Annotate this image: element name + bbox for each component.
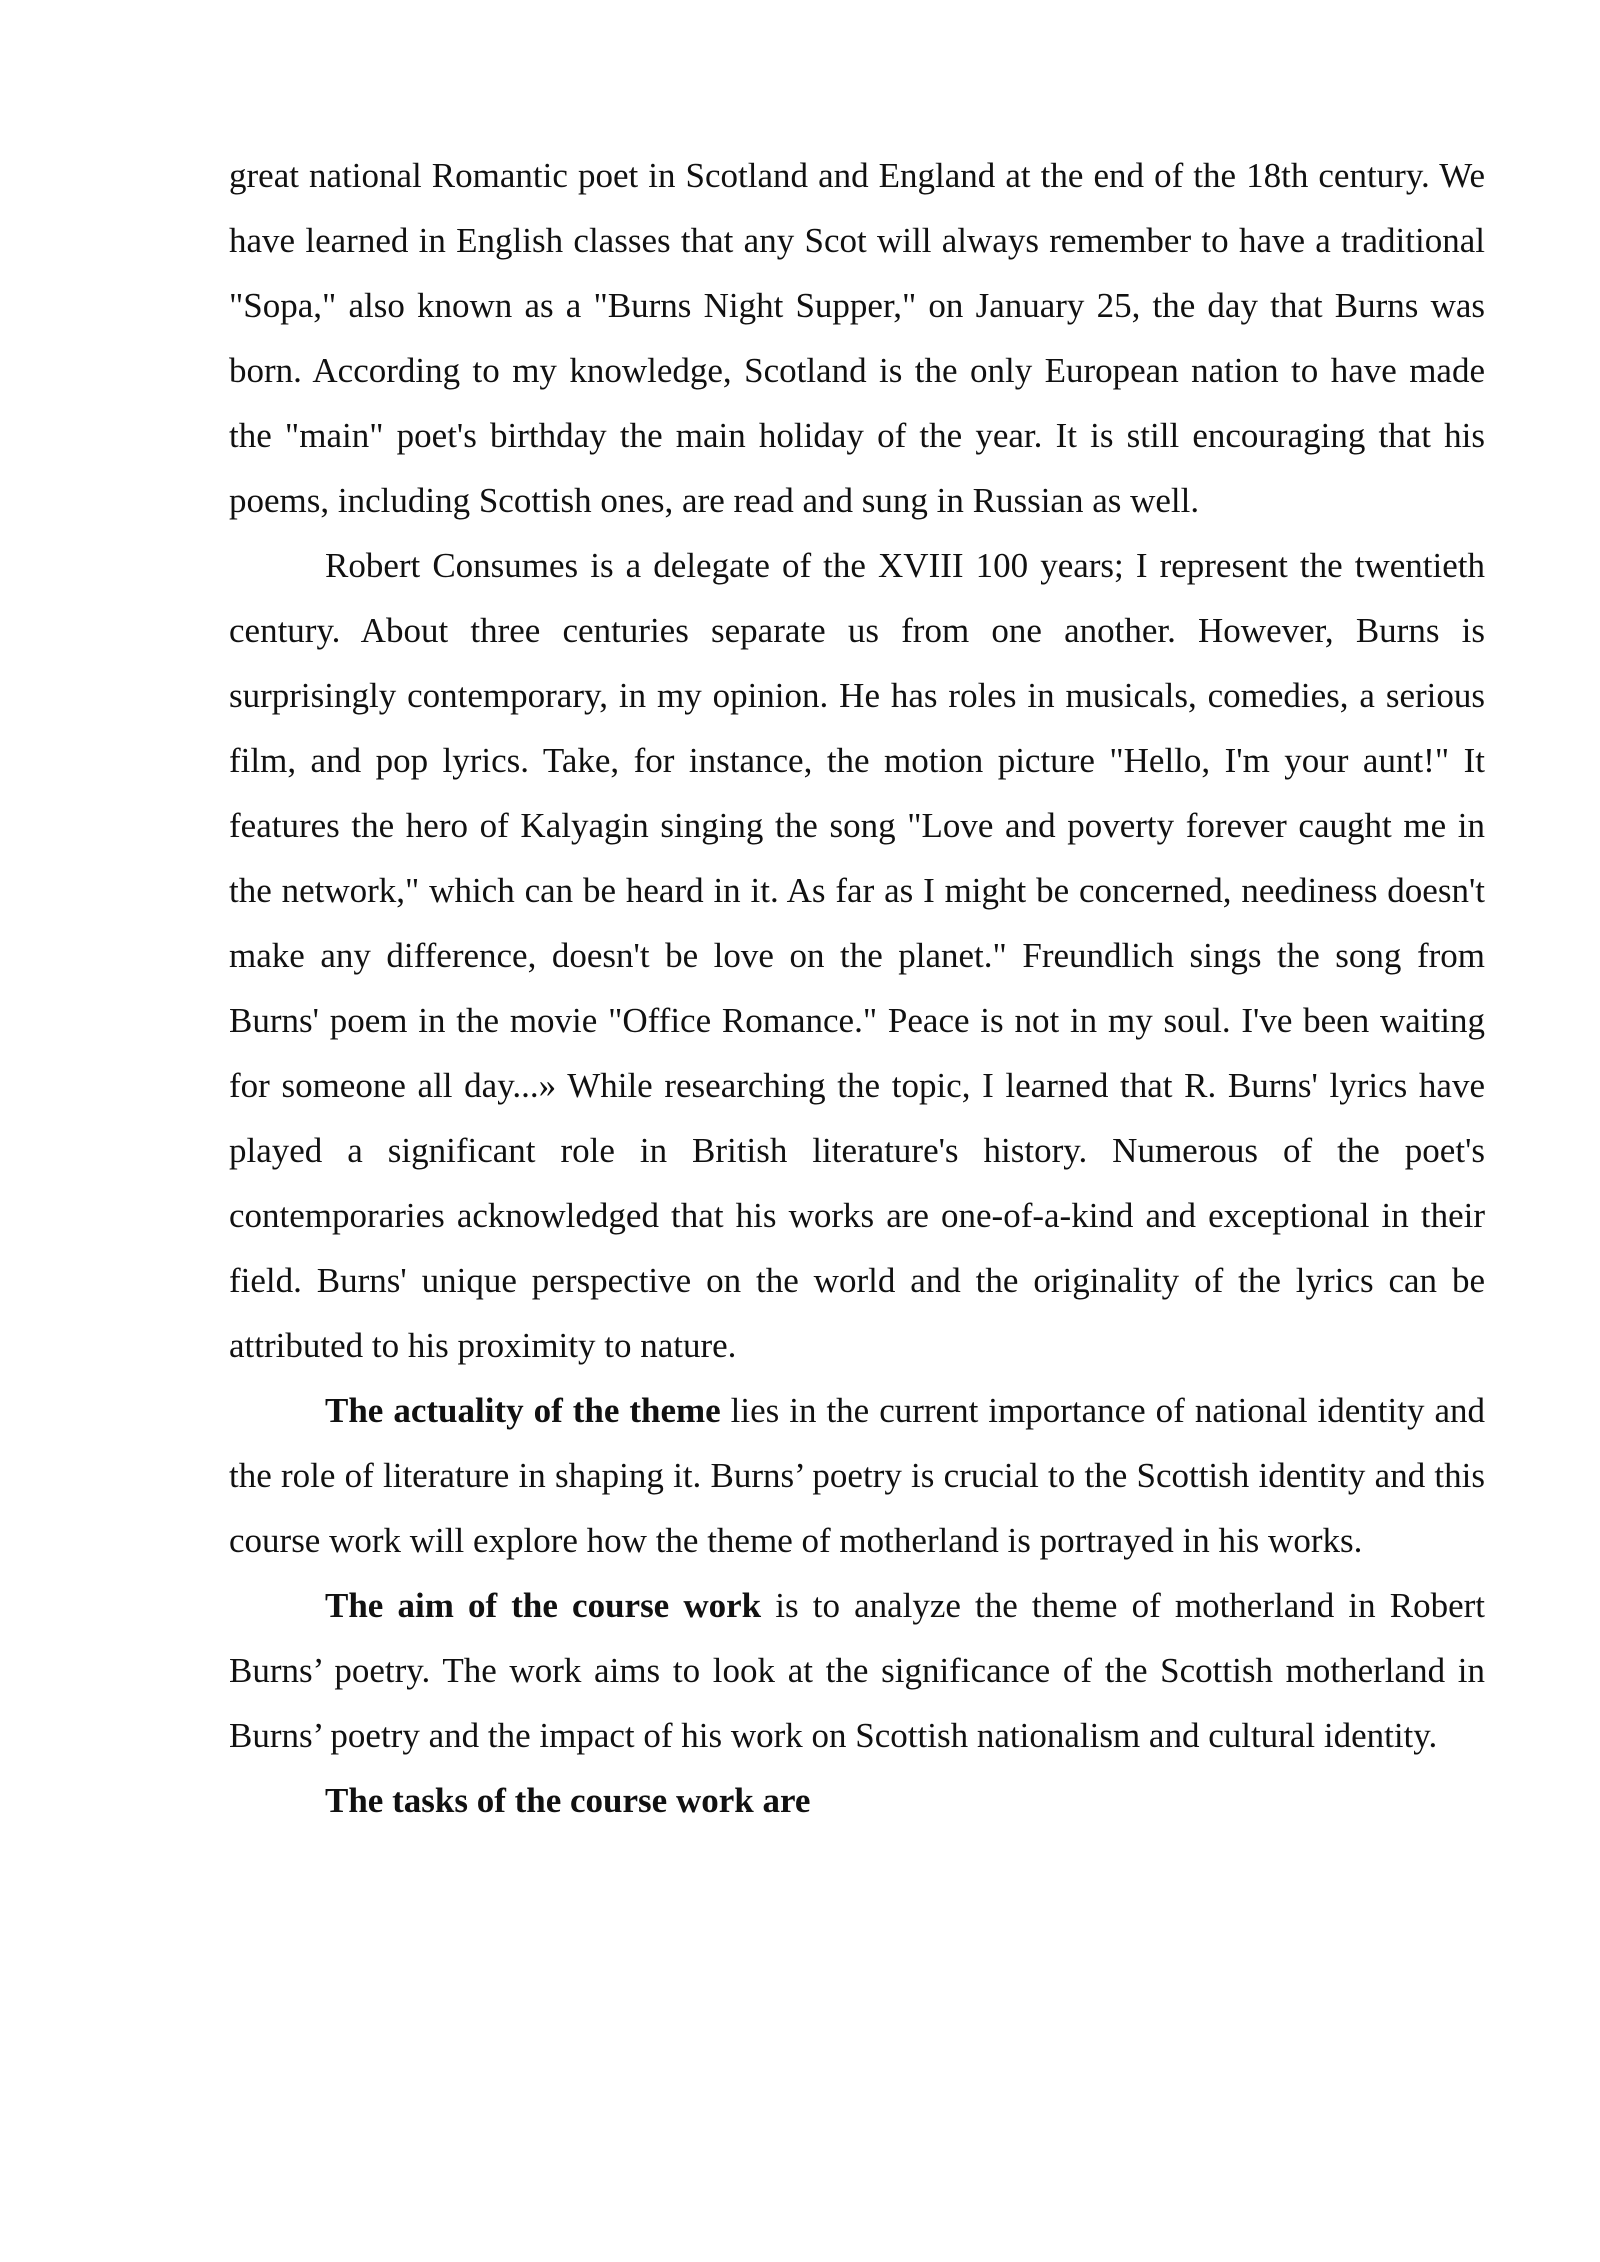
- actuality-text: lies in the current importance of national identity and the role of literature in shaping it. Burns’ poetry is crucial to the Scottish identity and this course work will explore how the theme of motherland is portrayed in his works.: [229, 1391, 1485, 1560]
- paragraph-contemporary: [229, 533, 1485, 1378]
- document-page: [229, 143, 1485, 1833]
- paragraph-aim: [229, 1573, 1485, 1768]
- aim-text: is to analyze the theme of motherland in Robert Burns’ poetry. The work aims to look at the significance of the Scottish motherland in Burns’ poetry and the impact of his work on Scottish nationalism and cultural identity.: [229, 1586, 1485, 1755]
- paragraph-tasks: [229, 1768, 1485, 1833]
- paragraph-actuality: [229, 1378, 1485, 1573]
- tasks-heading: The tasks of the course work are: [325, 1781, 811, 1820]
- aim-heading: The aim of the course work: [325, 1586, 762, 1625]
- paragraph-intro-text: great national Romantic poet in Scotland and England at the end of the 18th century. We have learned in English classes that any Scot will always remember to have a traditional "Sopa," also known as a "Burns Night Supper," on January 25, the day that Burns was born. According to my knowledge, Scotland is the only European nation to have made the "main" poet's birthday the main holiday of the year. It is still encouraging that his poems, including Scottish ones, are read and sung in Russian as well.: [229, 156, 1485, 520]
- paragraph-intro: [229, 143, 1485, 533]
- actuality-heading: The actuality of the theme: [325, 1391, 721, 1430]
- paragraph-contemporary-text: Robert Consumes is a delegate of the XVIII 100 years; I represent the twentieth century. About three centuries separate us from one another. However, Burns is surprisingly contemporary, in my opinion. He has roles in musicals, comedies, a serious film, and pop lyrics. Take, for instance, the motion picture "Hello, I'm your aunt!" It features the hero of Kalyagin singing the song "Love and poverty forever caught me in the network," which can be heard in it. As far as I might be concerned, neediness doesn't make any difference, doesn't be love on the planet." Freundlich sings the song from Burns' poem in the movie "Office Romance." Peace is not in my soul. I've been waiting for someone all day...» While researching the topic, I learned that R. Burns' lyrics have played a significant role in British literature's history. Numerous of the poet's contemporaries acknowledged that his works are one-of-a-kind and exceptional in their field. Burns' unique perspective on the world and the originality of the lyrics can be attributed to his proximity to nature.: [229, 546, 1485, 1365]
